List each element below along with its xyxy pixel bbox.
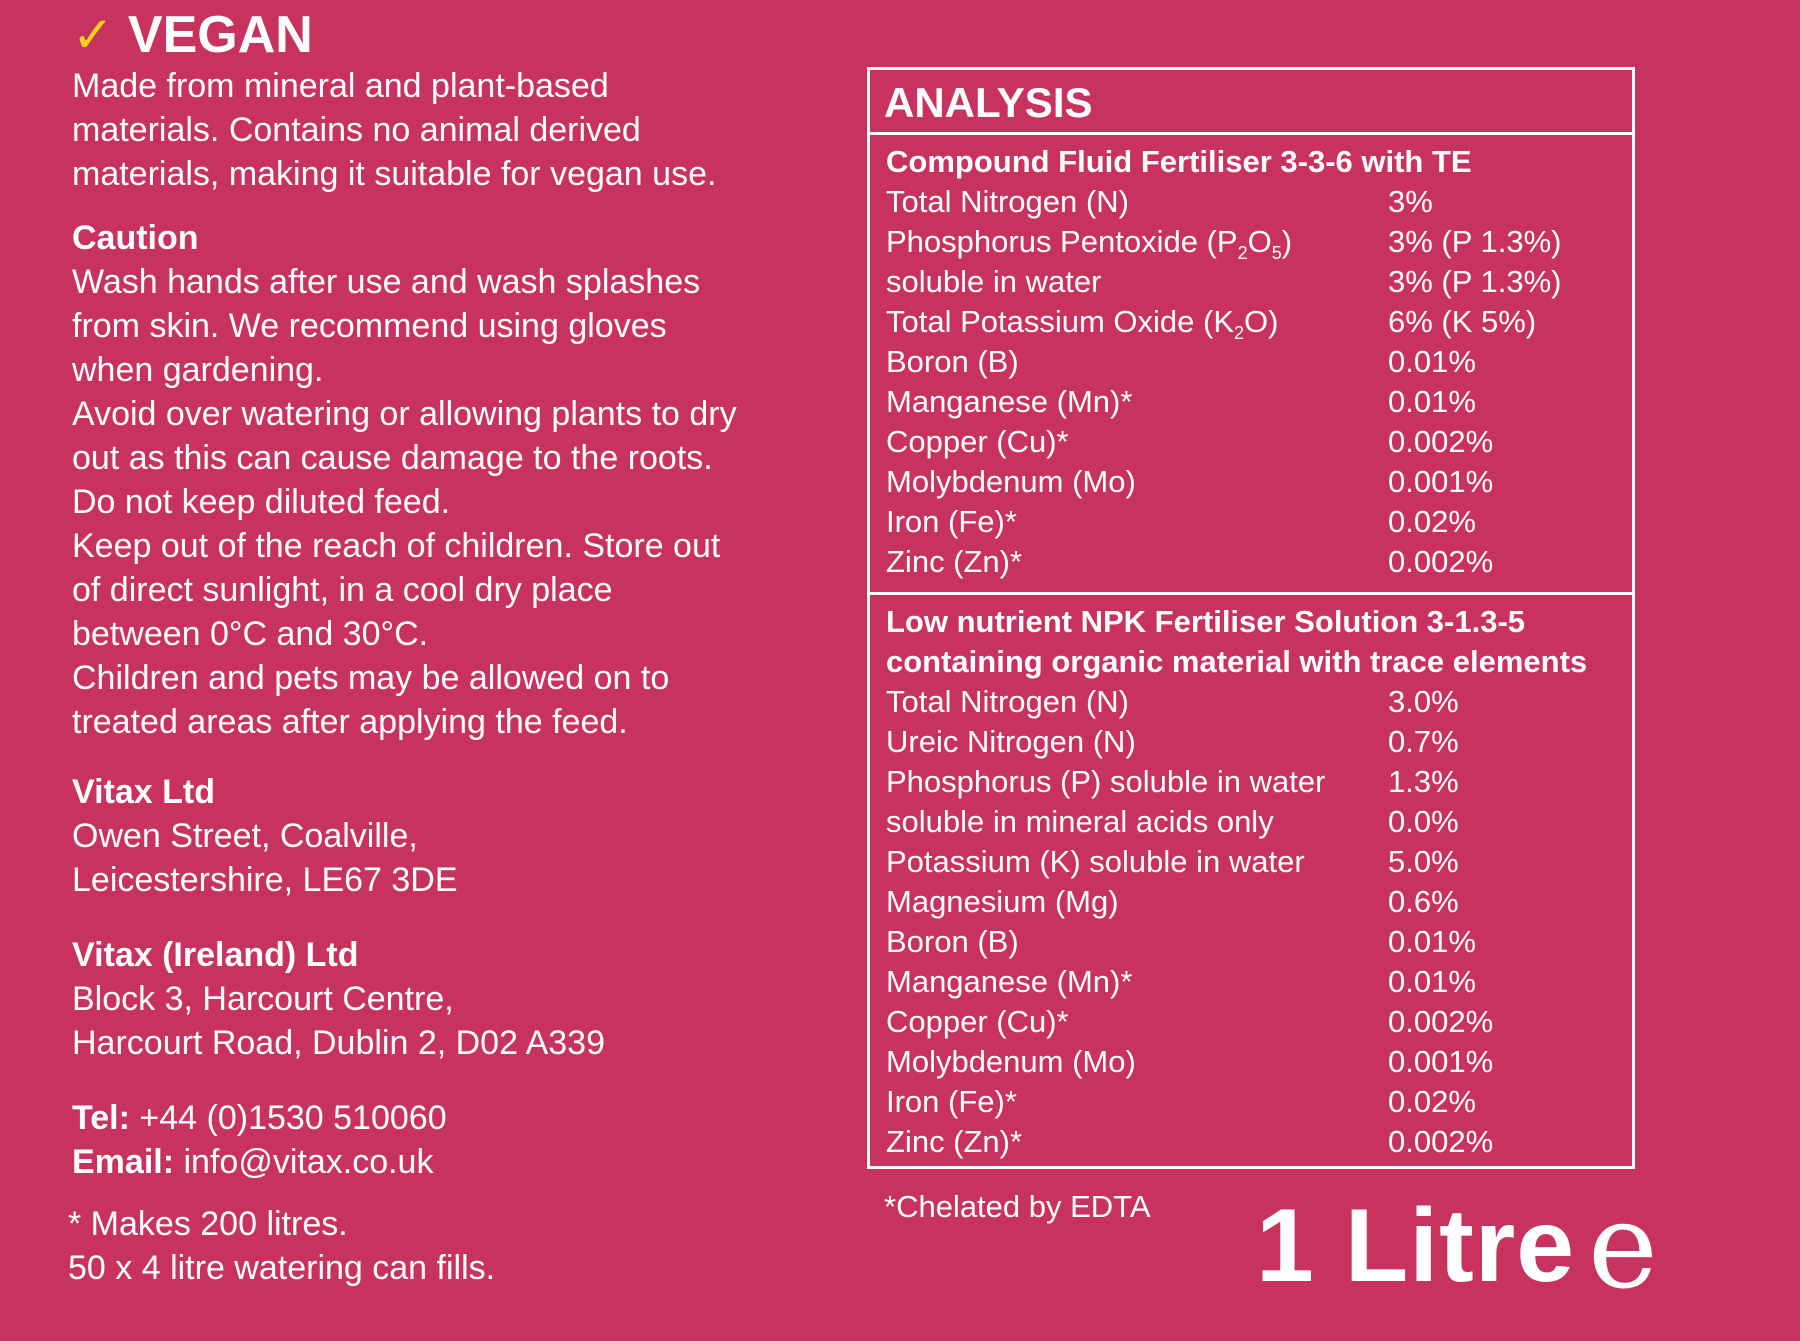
analysis-row [886, 222, 1626, 262]
analysis-box [867, 67, 1635, 1169]
row-value: 0.01% [1388, 344, 1476, 379]
row-name: Copper (Cu)* [886, 1004, 1069, 1039]
estimated-e-mark-icon: e [1588, 1177, 1658, 1315]
row-name: Boron (B) [886, 924, 1019, 959]
row-name: soluble in water [886, 264, 1102, 299]
analysis-row [886, 1122, 1626, 1162]
tel-value: +44 (0)1530 510060 [139, 1099, 447, 1137]
vegan-title: VEGAN [127, 6, 313, 64]
vitax-uk-address [72, 770, 458, 902]
row-value: 0.0% [1388, 804, 1459, 839]
row-value: 0.002% [1388, 1004, 1494, 1039]
contact-block [72, 1096, 447, 1184]
analysis-row [886, 1042, 1626, 1082]
telephone [72, 1096, 447, 1140]
analysis-row [886, 502, 1626, 542]
row-value: 0.002% [1388, 424, 1494, 459]
caution-line: Do not keep diluted feed. [72, 483, 451, 521]
caution-line: of direct sunlight, in a cool dry place [72, 571, 613, 609]
row-value: 0.6% [1388, 884, 1459, 919]
analysis-row [886, 882, 1626, 922]
checkmark-icon: ✓ [72, 7, 114, 63]
row-name: Magnesium (Mg) [886, 884, 1119, 919]
address-line: Owen Street, Coalville, [72, 817, 418, 855]
vitax-ireland-heading: Vitax (Ireland) Ltd [72, 936, 359, 974]
caution-line: between 0°C and 30°C. [72, 615, 429, 653]
section2-heading-line2: containing organic material with trace elements [886, 644, 1588, 679]
row-name: Iron (Fe)* [886, 1084, 1017, 1119]
row-value: 0.002% [1388, 544, 1494, 579]
row-name: Total Nitrogen (N) [886, 684, 1129, 719]
caution-line: Keep out of the reach of children. Store out [72, 527, 721, 565]
address-line: Leicestershire, LE67 3DE [72, 861, 458, 899]
row-value: 0.001% [1388, 1044, 1494, 1079]
makes-note [68, 1202, 495, 1290]
vegan-line: Made from mineral and plant-based [72, 67, 609, 105]
row-value: 0.01% [1388, 964, 1476, 999]
row-name: Phosphorus (P) soluble in water [886, 764, 1326, 799]
caution-section [72, 216, 737, 744]
analysis-row [886, 962, 1626, 1002]
row-value: 3.0% [1388, 684, 1459, 719]
row-value: 5.0% [1388, 844, 1459, 879]
caution-line: when gardening. [72, 351, 324, 389]
caution-line: Children and pets may be allowed on to [72, 659, 670, 697]
analysis-row [886, 682, 1626, 722]
row-name: Manganese (Mn)* [886, 964, 1133, 999]
row-name: Copper (Cu)* [886, 424, 1069, 459]
vegan-line: materials, making it suitable for vegan use. [72, 155, 717, 193]
tel-label: Tel: [72, 1099, 130, 1137]
row-name: Molybdenum (Mo) [886, 1044, 1136, 1079]
row-value: 3% (P 1.3%) [1388, 264, 1562, 299]
analysis-row [886, 462, 1626, 502]
row-value: 1.3% [1388, 764, 1459, 799]
analysis-row [886, 922, 1626, 962]
makes-line: * Makes 200 litres. [68, 1205, 348, 1243]
caution-line: Wash hands after use and wash splashes [72, 263, 701, 301]
row-name: Iron (Fe)* [886, 504, 1017, 539]
analysis-row [886, 842, 1626, 882]
analysis-row [886, 762, 1626, 802]
address-line: Block 3, Harcourt Centre, [72, 980, 454, 1018]
row-value: 3% (P 1.3%) [1388, 224, 1562, 259]
row-name: Phosphorus Pentoxide $(P_2O_5)$ [886, 224, 1293, 263]
volume-label: 1 Litre [1256, 1188, 1576, 1304]
vitax-ireland-address [72, 933, 605, 1065]
analysis-row [886, 342, 1626, 382]
row-value: 0.7% [1388, 724, 1459, 759]
analysis-title: ANALYSIS [884, 79, 1093, 126]
row-value: 6% (K 5%) [1388, 304, 1537, 339]
section2-heading-line1: Low nutrient NPK Fertiliser Solution 3-1.3-5 [886, 604, 1526, 639]
analysis-row [886, 302, 1626, 342]
caution-heading: Caution [72, 219, 199, 257]
section1-heading: Compound Fluid Fertiliser 3-3-6 with TE [886, 144, 1472, 179]
analysis-row [886, 1002, 1626, 1042]
row-name: Boron (B) [886, 344, 1019, 379]
row-value: 0.002% [1388, 1124, 1494, 1159]
row-name: Zinc (Zn)* [886, 1124, 1023, 1159]
analysis-row [886, 262, 1626, 302]
analysis-row [886, 1082, 1626, 1122]
address-line: Harcourt Road, Dublin 2, D02 A339 [72, 1024, 605, 1062]
vitax-uk-heading: Vitax Ltd [72, 773, 215, 811]
caution-line: out as this can cause damage to the roots. [72, 439, 713, 477]
email-value: info@vitax.co.uk [183, 1143, 434, 1181]
analysis-row [886, 422, 1626, 462]
row-name: Zinc (Zn)* [886, 544, 1023, 579]
row-name: Molybdenum (Mo) [886, 464, 1136, 499]
caution-line: treated areas after applying the feed. [72, 703, 628, 741]
vegan-line: materials. Contains no animal derived [72, 111, 641, 149]
row-name: Total Potassium Oxide $(K_2O)$ [886, 304, 1279, 343]
vegan-description [72, 64, 716, 196]
row-value: 0.02% [1388, 1084, 1476, 1119]
chelated-footnote: *Chelated by EDTA [884, 1189, 1151, 1224]
divider [870, 132, 1632, 135]
row-value: 0.01% [1388, 924, 1476, 959]
makes-line: 50 x 4 litre watering can fills. [68, 1249, 496, 1287]
row-name: soluble in mineral acids only [886, 804, 1274, 839]
row-name: Potassium (K) soluble in water [886, 844, 1305, 879]
row-value: 0.01% [1388, 384, 1476, 419]
row-value: 0.001% [1388, 464, 1494, 499]
divider [870, 592, 1632, 595]
vegan-heading [72, 4, 313, 66]
caution-line: from skin. We recommend using gloves [72, 307, 667, 345]
row-name: Ureic Nitrogen (N) [886, 724, 1136, 759]
email-label: Email: [72, 1143, 175, 1181]
analysis-row [886, 722, 1626, 762]
row-value: 0.02% [1388, 504, 1476, 539]
row-name: Manganese (Mn)* [886, 384, 1133, 419]
analysis-row [886, 542, 1626, 582]
row-name: Total Nitrogen (N) [886, 184, 1129, 219]
caution-line: Avoid over watering or allowing plants to dry [72, 395, 737, 433]
analysis-row [886, 802, 1626, 842]
analysis-row [886, 382, 1626, 422]
analysis-row [886, 182, 1626, 222]
row-value: 3% [1388, 184, 1433, 219]
email [72, 1140, 447, 1184]
